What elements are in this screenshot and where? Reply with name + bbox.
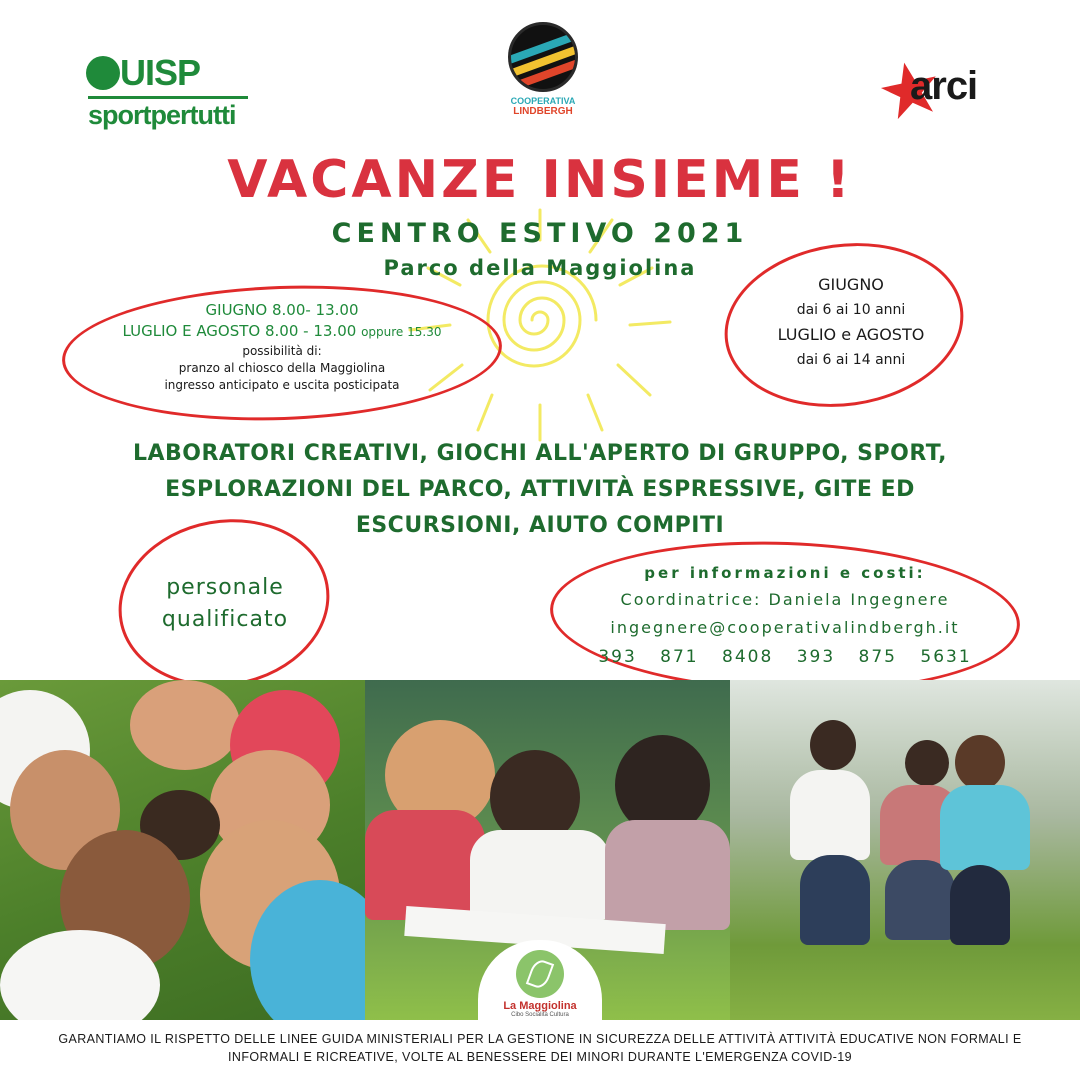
- page-subtitle: CENTRO ESTIVO 2021: [331, 218, 749, 249]
- maggiolina-tagline: Cibo Socialità Cultura: [511, 1012, 569, 1018]
- leaf-icon: [516, 950, 564, 998]
- info-phones[interactable]: 393 871 8408 393 875 5631: [598, 647, 972, 667]
- hours-note-line1: pranzo al chiosco della Maggiolina: [178, 361, 386, 375]
- uisp-logo: [86, 52, 256, 132]
- arci-name: arci: [910, 64, 978, 108]
- ages-june-range: dai 6 ai 10 anni: [796, 302, 906, 318]
- hours-june: GIUGNO 8.00- 13.00: [205, 301, 359, 319]
- contact-info: [580, 560, 990, 672]
- maggiolina-logo: [478, 950, 602, 1020]
- lindbergh-logo: [498, 22, 588, 122]
- location-label: Parco della Maggiolina: [383, 256, 697, 280]
- hours-summer-alt: oppure 15.30: [361, 325, 442, 339]
- uisp-divider: [88, 96, 248, 99]
- footer-line1: GARANTIAMO IL RISPETTO DELLE LINEE GUIDA MINISTERIALI PER LA GESTIONE IN SICUREZZA DELLE ATTIVITÀ ATTIVITÀ EDUCATIVE NON FORMALI E: [58, 1032, 1022, 1046]
- info-email[interactable]: ingegnere@cooperativalindbergh.it: [610, 618, 960, 637]
- staff-line2: qualificato: [161, 607, 289, 632]
- ages-block: [746, 272, 956, 382]
- staff-line1: personale: [166, 575, 284, 600]
- photo-kids-circle: [0, 680, 365, 1020]
- maggiolina-name: La Maggiolina: [503, 1000, 577, 1012]
- uisp-tagline: sportpertutti: [88, 100, 236, 130]
- hours-note-title: possibilità di:: [242, 344, 322, 358]
- info-coordinator: Coordinatrice: Daniela Ingegnere: [620, 590, 950, 609]
- activities-line3: ESCURSIONI, AIUTO COMPITI: [355, 513, 725, 538]
- staff-block: [140, 572, 310, 636]
- ages-summer-label: LUGLIO e AGOSTO: [777, 325, 925, 344]
- lindbergh-line2: LINDBERGH: [513, 106, 573, 117]
- footer-disclaimer: [0, 1020, 1080, 1080]
- lindbergh-badge-icon: [508, 22, 578, 92]
- arci-logo: [880, 60, 990, 120]
- info-heading: per informazioni e costi:: [644, 564, 926, 582]
- page-title: VACANZE INSIEME !: [227, 150, 853, 210]
- lindbergh-line1: COOPERATIVA: [510, 96, 576, 106]
- ages-june-label: GIUGNO: [818, 275, 884, 294]
- uisp-name: UISP: [120, 52, 201, 93]
- hours-note-line2: ingresso anticipato e uscita posticipata: [164, 378, 400, 392]
- footer-line2: INFORMALI E RICREATIVE, VOLTE AL BENESSERE DEI MINORI DURANTE L'EMERGENZA COVID-19: [228, 1050, 852, 1064]
- uisp-ball-icon: [86, 56, 120, 90]
- hours-block: [72, 300, 492, 410]
- photo-kids-running: [730, 680, 1080, 1020]
- hours-summer: [72, 321, 492, 343]
- hours-summer-main: LUGLIO E AGOSTO 8.00 - 13.00: [122, 322, 357, 340]
- ages-summer-range: dai 6 ai 14 anni: [796, 352, 906, 368]
- activities-line2: ESPLORAZIONI DEL PARCO, ATTIVITÀ ESPRESSIVE, GITE ED: [165, 477, 915, 502]
- activities-line1: LABORATORI CREATIVI, GIOCHI ALL'APERTO DI GRUPPO, SPORT,: [132, 441, 948, 466]
